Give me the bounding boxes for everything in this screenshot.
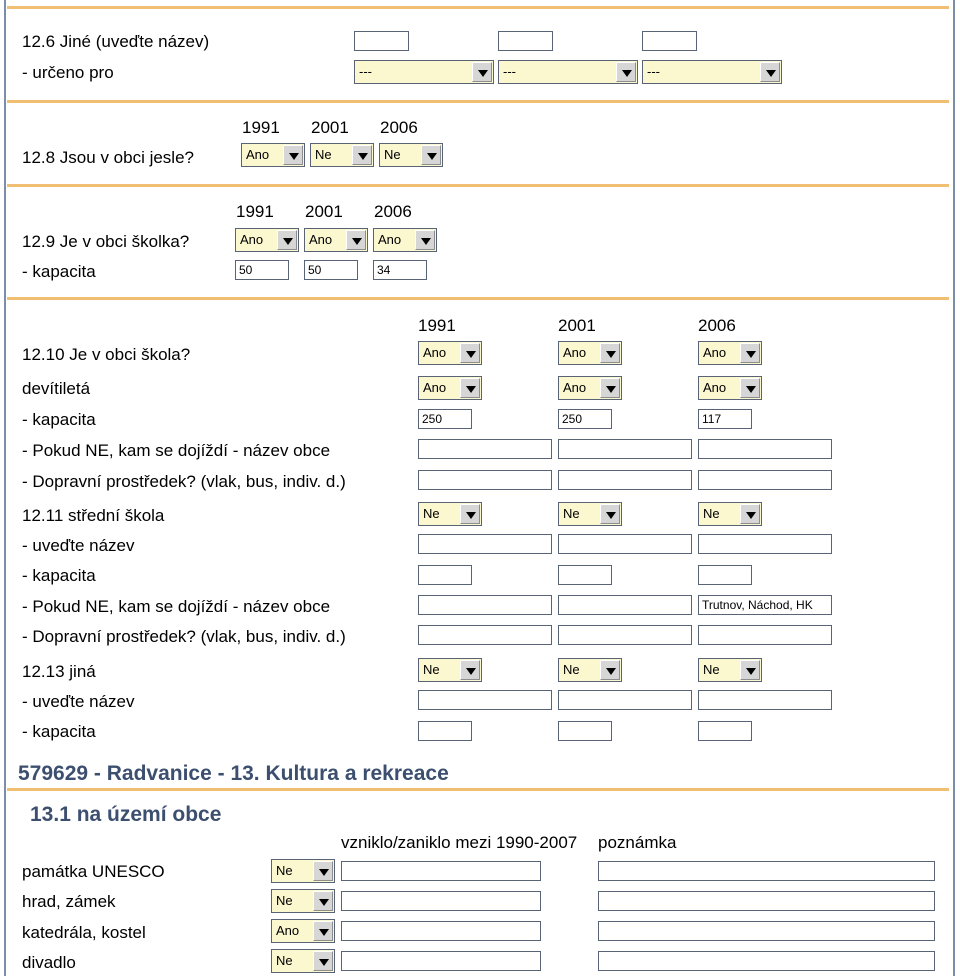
q12-11-label: 12.11 střední škola (22, 506, 165, 525)
column-header-changed: vzniklo/zaniklo mezi 1990-2007 (341, 833, 578, 852)
q12-11-name-1991-input[interactable] (418, 534, 552, 554)
year-header-2001: 2001 (558, 316, 596, 335)
q12-10-2006-select[interactable] (698, 341, 762, 365)
column-header-note: poznámka (598, 833, 677, 852)
q12-10-capacity-2006-input[interactable]: 117 (698, 409, 752, 429)
q12-13-2006-select[interactable] (698, 658, 762, 682)
q12-10-nine-2006-select[interactable] (698, 376, 762, 400)
theatre-changed-input[interactable] (341, 951, 541, 971)
select-value: Ano (240, 232, 264, 247)
dropdown-arrow-icon[interactable] (313, 861, 333, 881)
dropdown-arrow-icon[interactable] (740, 343, 760, 363)
church-changed-input[interactable] (341, 921, 541, 941)
q12-6-purpose-2001-select[interactable] (498, 60, 638, 84)
row-label-castle: hrad, zámek (22, 892, 116, 911)
q12-10-transport-label: - Dopravní prostředek? (vlak, bus, indiv. d.) (22, 472, 346, 491)
select-value: Ne (703, 506, 720, 521)
row-label-theatre: divadlo (22, 953, 76, 972)
dropdown-arrow-icon[interactable] (460, 378, 480, 398)
q12-11-capacity-label: - kapacita (22, 566, 96, 585)
dropdown-arrow-icon[interactable] (472, 62, 492, 82)
q12-9-2006-select[interactable] (373, 228, 437, 252)
theatre-select[interactable] (271, 949, 335, 973)
select-value: Ne (276, 893, 293, 908)
q12-6-name-1991-input[interactable] (354, 31, 409, 51)
q12-10-commute-1991-input[interactable] (418, 439, 552, 459)
dropdown-arrow-icon[interactable] (313, 951, 333, 971)
q12-6-purpose-label: - určeno pro (22, 63, 114, 82)
q12-10-transport-1991-input[interactable] (418, 470, 552, 490)
q12-6-purpose-2006-select[interactable] (642, 60, 782, 84)
unesco-select[interactable] (271, 859, 335, 883)
q12-6-name-2006-input[interactable] (642, 31, 697, 51)
q12-8-2006-select[interactable] (379, 143, 443, 167)
select-value: Ne (276, 953, 293, 968)
year-header-1991: 1991 (236, 202, 274, 221)
q12-9-label: 12.9 Je v obci školka? (22, 232, 190, 251)
dropdown-arrow-icon[interactable] (760, 62, 780, 82)
section-divider (7, 184, 949, 187)
year-header-2006: 2006 (374, 202, 412, 221)
q12-6-name-2001-input[interactable] (498, 31, 553, 51)
year-header-1991: 1991 (418, 316, 456, 335)
castle-changed-input[interactable] (341, 891, 541, 911)
q12-11-commute-1991-input[interactable] (418, 595, 552, 615)
q12-10-nine-2001-select[interactable] (558, 376, 622, 400)
q12-9-capacity-2001-input[interactable]: 50 (304, 260, 358, 280)
row-label-unesco: památka UNESCO (22, 862, 165, 881)
dropdown-arrow-icon[interactable] (616, 62, 636, 82)
q12-11-2001-select[interactable] (558, 502, 622, 526)
year-header-2001: 2001 (305, 202, 343, 221)
q12-10-capacity-1991-input[interactable]: 250 (418, 409, 472, 429)
q12-9-1991-select[interactable] (235, 228, 299, 252)
q12-10-nine-label: devítiletá (22, 379, 91, 398)
year-header-2006: 2006 (698, 316, 736, 335)
select-value: --- (359, 64, 372, 79)
q12-10-commute-label: - Pokud NE, kam se dojíždí - název obce (22, 441, 331, 460)
castle-note-input[interactable] (598, 891, 935, 911)
dropdown-arrow-icon[interactable] (352, 145, 372, 165)
q12-10-2001-select[interactable] (558, 341, 622, 365)
castle-select[interactable] (271, 889, 335, 913)
q12-11-commute-label: - Pokud NE, kam se dojíždí - název obce (22, 597, 331, 616)
dropdown-arrow-icon[interactable] (313, 921, 333, 941)
q12-10-transport-2001-input[interactable] (558, 470, 692, 490)
q12-13-capacity-label: - kapacita (22, 722, 96, 741)
select-value: --- (503, 64, 516, 79)
section-divider (7, 788, 949, 791)
q12-10-1991-select[interactable] (418, 341, 482, 365)
section-13-title: 579629 - Radvanice - 13. Kultura a rekreace (18, 762, 449, 785)
select-value: Ano (563, 380, 587, 395)
q12-10-transport-2006-input[interactable] (698, 470, 832, 490)
dropdown-arrow-icon[interactable] (600, 378, 620, 398)
dropdown-arrow-icon[interactable] (600, 504, 620, 524)
q12-13-1991-select[interactable] (418, 658, 482, 682)
year-header-1991: 1991 (242, 118, 280, 137)
q12-11-1991-select[interactable] (418, 502, 482, 526)
select-value: Ne (423, 506, 440, 521)
page-frame-left (4, 0, 6, 976)
q12-10-commute-2001-input[interactable] (558, 439, 692, 459)
dropdown-arrow-icon[interactable] (460, 660, 480, 680)
q12-11-name-2001-input[interactable] (558, 534, 692, 554)
q12-8-2001-select[interactable] (310, 143, 374, 167)
theatre-note-input[interactable] (598, 951, 935, 971)
select-value: Ne (423, 662, 440, 677)
q12-11-commute-2006-input[interactable]: Trutnov, Náchod, HK (698, 595, 832, 615)
year-header-2006: 2006 (380, 118, 418, 137)
q12-11-transport-2006-input[interactable] (698, 625, 832, 645)
q12-11-commute-2001-input[interactable] (558, 595, 692, 615)
q12-13-label: 12.13 jiná (22, 662, 96, 681)
q12-8-label: 12.8 Jsou v obci jesle? (22, 148, 194, 167)
page-frame-right (953, 0, 955, 976)
unesco-changed-input[interactable] (341, 861, 541, 881)
select-value: Ano (703, 380, 727, 395)
church-select[interactable] (271, 919, 335, 943)
unesco-note-input[interactable] (598, 861, 935, 881)
year-header-2001: 2001 (311, 118, 349, 137)
q12-11-transport-label: - Dopravní prostředek? (vlak, bus, indiv. d.) (22, 627, 346, 646)
select-value: --- (647, 64, 660, 79)
dropdown-arrow-icon[interactable] (283, 145, 303, 165)
q12-11-transport-1991-input[interactable] (418, 625, 552, 645)
dropdown-arrow-icon[interactable] (421, 145, 441, 165)
dropdown-arrow-icon[interactable] (740, 378, 760, 398)
section-divider (7, 297, 949, 300)
dropdown-arrow-icon[interactable] (740, 660, 760, 680)
q12-11-2006-select[interactable] (698, 502, 762, 526)
dropdown-arrow-icon[interactable] (415, 230, 435, 250)
select-value: Ne (384, 147, 401, 162)
q12-8-1991-select[interactable] (241, 143, 305, 167)
q12-13-name-2001-input[interactable] (558, 690, 692, 710)
q12-11-transport-2001-input[interactable] (558, 625, 692, 645)
dropdown-arrow-icon[interactable] (600, 660, 620, 680)
q12-13-name-label: - uveďte název (22, 692, 135, 711)
q12-13-capacity-2006-input[interactable] (698, 721, 752, 741)
q12-11-name-2006-input[interactable] (698, 534, 832, 554)
q12-13-capacity-1991-input[interactable] (418, 721, 472, 741)
q12-10-label: 12.10 Je v obci škola? (22, 345, 191, 364)
select-value: Ano (423, 380, 447, 395)
q12-6-purpose-1991-select[interactable] (354, 60, 494, 84)
select-value: Ano (246, 147, 270, 162)
select-value: Ne (703, 662, 720, 677)
q12-9-capacity-1991-input[interactable]: 50 (235, 260, 289, 280)
q12-11-name-label: - uveďte název (22, 536, 135, 555)
q12-11-capacity-2001-input[interactable] (558, 565, 612, 585)
church-note-input[interactable] (598, 921, 935, 941)
select-value: Ano (703, 345, 727, 360)
select-value: Ne (563, 662, 580, 677)
select-value: Ano (423, 345, 447, 360)
q12-10-capacity-label: - kapacita (22, 410, 96, 429)
dropdown-arrow-icon[interactable] (277, 230, 297, 250)
q12-11-capacity-2006-input[interactable] (698, 565, 752, 585)
q12-10-nine-1991-select[interactable] (418, 376, 482, 400)
dropdown-arrow-icon[interactable] (346, 230, 366, 250)
select-value: Ano (378, 232, 402, 247)
q12-9-2001-select[interactable] (304, 228, 368, 252)
q12-13-name-2006-input[interactable] (698, 690, 832, 710)
select-value: Ne (315, 147, 332, 162)
q12-9-capacity-2006-input[interactable]: 34 (373, 260, 427, 280)
q12-11-capacity-1991-input[interactable] (418, 565, 472, 585)
dropdown-arrow-icon[interactable] (740, 504, 760, 524)
select-value: Ano (563, 345, 587, 360)
q12-10-commute-2006-input[interactable] (698, 439, 832, 459)
q12-10-capacity-2001-input[interactable]: 250 (558, 409, 612, 429)
section-divider (7, 100, 949, 103)
dropdown-arrow-icon[interactable] (460, 504, 480, 524)
select-value: Ano (276, 923, 300, 938)
select-value: Ano (309, 232, 333, 247)
section-divider (7, 6, 949, 9)
select-value: Ne (563, 506, 580, 521)
select-value: Ne (276, 863, 293, 878)
dropdown-arrow-icon[interactable] (313, 891, 333, 911)
q12-9-capacity-label: - kapacita (22, 262, 96, 281)
q12-13-2001-select[interactable] (558, 658, 622, 682)
q12-13-name-1991-input[interactable] (418, 690, 552, 710)
dropdown-arrow-icon[interactable] (600, 343, 620, 363)
q12-13-capacity-2001-input[interactable] (558, 721, 612, 741)
row-label-church: katedrála, kostel (22, 923, 146, 942)
dropdown-arrow-icon[interactable] (460, 343, 480, 363)
section-13-1-subtitle: 13.1 na území obce (30, 803, 222, 826)
q12-6-label: 12.6 Jiné (uveďte název) (22, 32, 210, 51)
